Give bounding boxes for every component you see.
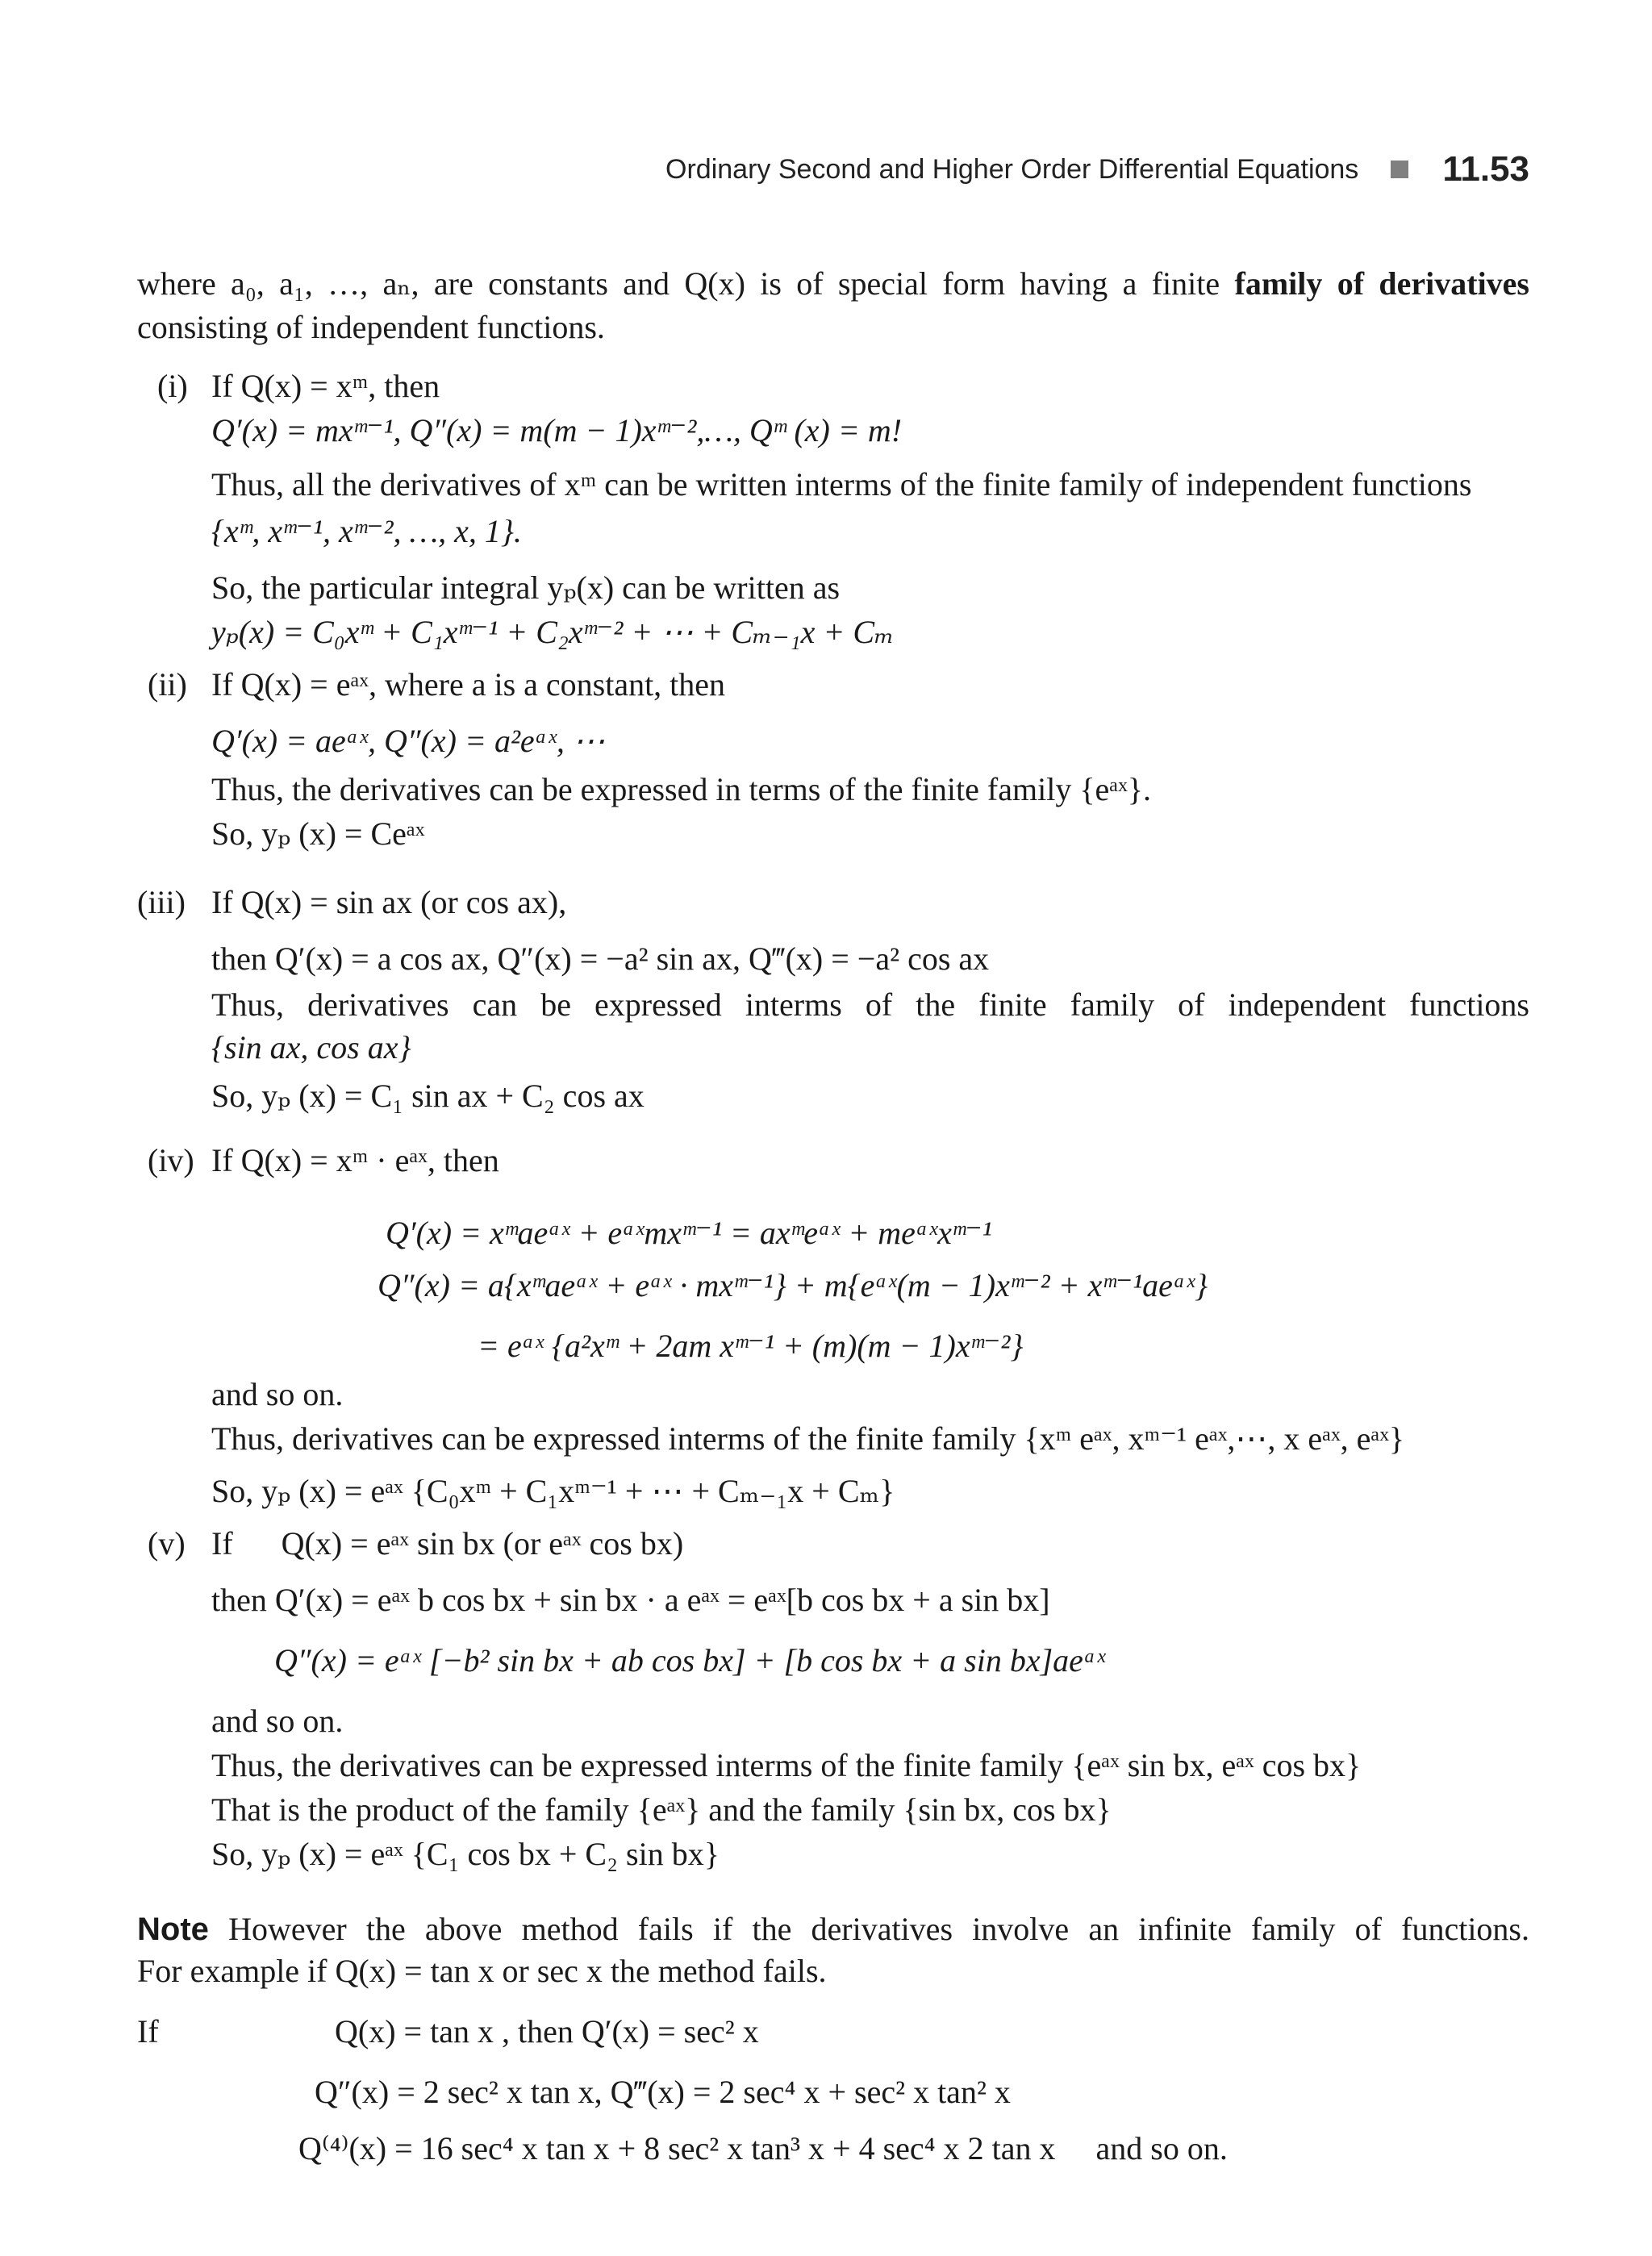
item-iii-heading: If Q(x) = sin ax (or cos ax), (211, 884, 567, 920)
item-iv-text0: and so on. (211, 1376, 344, 1412)
square-bullet-icon (1391, 161, 1408, 178)
note-line1 (137, 1908, 1529, 1951)
intro-bold-term: family of derivatives (1234, 265, 1529, 302)
item-v-eq3: So, yₚ (x) = eᵃˣ {C₁ cos bx + C₂ sin bx} (211, 1836, 720, 1872)
item-i-heading: If Q(x) = xᵐ, then (211, 368, 440, 404)
item-iii-eq1: then Q′(x) = a cos ax, Q″(x) = −a² sin ax, Q‴(x) = −a² cos ax (211, 940, 990, 977)
note-text2: For example if Q(x) = tan x or sec x the method fails. (137, 1953, 827, 1989)
item-iv-eq1: Q′(x) = xᵐaeᵃˣ + eᵃˣmxᵐ⁻¹ = axᵐeᵃˣ + meᵃˣxᵐ⁻¹ (386, 1215, 992, 1251)
note-eq1: Q(x) = tan x , then Q′(x) = sec² x (335, 2013, 759, 2050)
note-text1: However the above method fails if the derivatives involve an infinite family of functions. (228, 1911, 1529, 1947)
note-tail: and so on. (1095, 2130, 1228, 2166)
item-iii-label: (iii) (137, 884, 186, 920)
item-iii-eq2: So, yₚ (x) = C₁ sin ax + C₂ cos ax (211, 1078, 645, 1114)
note-eq2: Q″(x) = 2 sec² x tan x, Q‴(x) = 2 sec⁴ x + sec² x tan² x (315, 2074, 1011, 2110)
item-i-family: {xᵐ, xᵐ⁻¹, xᵐ⁻², …, x, 1}. (211, 513, 522, 549)
item-iv-heading: If Q(x) = xᵐ · eᵃˣ, then (211, 1142, 499, 1178)
item-i-eq1: Q′(x) = mxᵐ⁻¹, Q″(x) = m(m − 1)xᵐ⁻²,…, Qᵐ (x) = m! (211, 412, 903, 448)
item-v-text2: That is the product of the family {eᵃˣ} and the family {sin bx, cos bx} (211, 1791, 1112, 1828)
item-iv-eq2: Q″(x) = a{xᵐaeᵃˣ + eᵃˣ · mxᵐ⁻¹} + m{eᵃˣ(m − 1)xᵐ⁻² + xᵐ⁻¹aeᵃˣ} (378, 1267, 1208, 1303)
note-eq3: Q⁽⁴⁾(x) = 16 sec⁴ x tan x + 8 sec² x tan³ x + 4 sec⁴ x 2 tan x (298, 2130, 1056, 2166)
item-iv-text1: Thus, derivatives can be expressed interms of the finite family {xᵐ eᵃˣ, xᵐ⁻¹ eᵃˣ,⋯, x eᵃˣ, eᵃˣ} (211, 1420, 1405, 1457)
item-ii-heading: If Q(x) = eᵃˣ, where a is a constant, then (211, 666, 726, 703)
running-title: Ordinary Second and Higher Order Differential Equations (665, 153, 1359, 185)
item-iii-family: {sin ax, cos ax} (211, 1029, 411, 1065)
item-v-label: (v) (148, 1525, 186, 1562)
note-if-label: If (137, 2013, 159, 2050)
item-v-text0: and so on. (211, 1703, 344, 1739)
running-header (0, 145, 1529, 194)
item-i-eq2: yₚ(x) = C₀xᵐ + C₁xᵐ⁻¹ + C₂xᵐ⁻² + ⋯ + Cₘ₋₁x + Cₘ (211, 614, 895, 650)
item-iv-eq4: So, yₚ (x) = eᵃˣ {C₀xᵐ + C₁xᵐ⁻¹ + ⋯ + Cₘ₋₁x + Cₘ} (211, 1473, 895, 1509)
intro-paragraph (137, 262, 1529, 349)
item-iv-eq3: = eᵃˣ {a²xᵐ + 2am xᵐ⁻¹ + (m)(m − 1)xᵐ⁻²} (478, 1328, 1024, 1364)
item-ii-label: (ii) (148, 666, 187, 703)
item-ii-eq2: So, yₚ (x) = Ceᵃˣ (211, 815, 425, 852)
item-i-text1: Thus, all the derivatives of xᵐ can be written interms of the finite family of independent functions (211, 466, 1472, 502)
item-v-eq2: Q″(x) = eᵃˣ [−b² sin bx + ab cos bx] + [b cos bx + a sin bx]aeᵃˣ (274, 1642, 1106, 1678)
item-v-eq1: then Q′(x) = eᵃˣ b cos bx + sin bx · a eᵃˣ = eᵃˣ[b cos bx + a sin bx] (211, 1582, 1050, 1618)
intro-text-before: where a₀, a₁, …, aₙ, are constants and Q(x) is of special form having a finite (137, 265, 1220, 302)
note-eq3-row (298, 2129, 1228, 2167)
note-label: Note (137, 1912, 209, 1947)
intro-text-after: consisting of independent functions. (137, 309, 605, 345)
item-v-heading: If Q(x) = eᵃˣ sin bx (or eᵃˣ cos bx) (211, 1525, 684, 1562)
page-number: 11.53 (1442, 149, 1529, 189)
item-i-label: (i) (157, 368, 188, 404)
item-i-text2: So, the particular integral yₚ(x) can be written as (211, 569, 841, 606)
item-v-text1: Thus, the derivatives can be expressed interms of the finite family {eᵃˣ sin bx, eᵃˣ cos bx} (211, 1747, 1362, 1783)
item-iv-label: (iv) (148, 1142, 194, 1178)
item-iii-text1: Thus, derivatives can be expressed interms of the finite family of independent functions (211, 986, 1529, 1023)
item-ii-text1: Thus, the derivatives can be expressed in terms of the finite family {eᵃˣ}. (211, 771, 1151, 807)
item-ii-eq1: Q′(x) = aeᵃˣ, Q″(x) = a²eᵃˣ, ⋯ (211, 723, 605, 759)
